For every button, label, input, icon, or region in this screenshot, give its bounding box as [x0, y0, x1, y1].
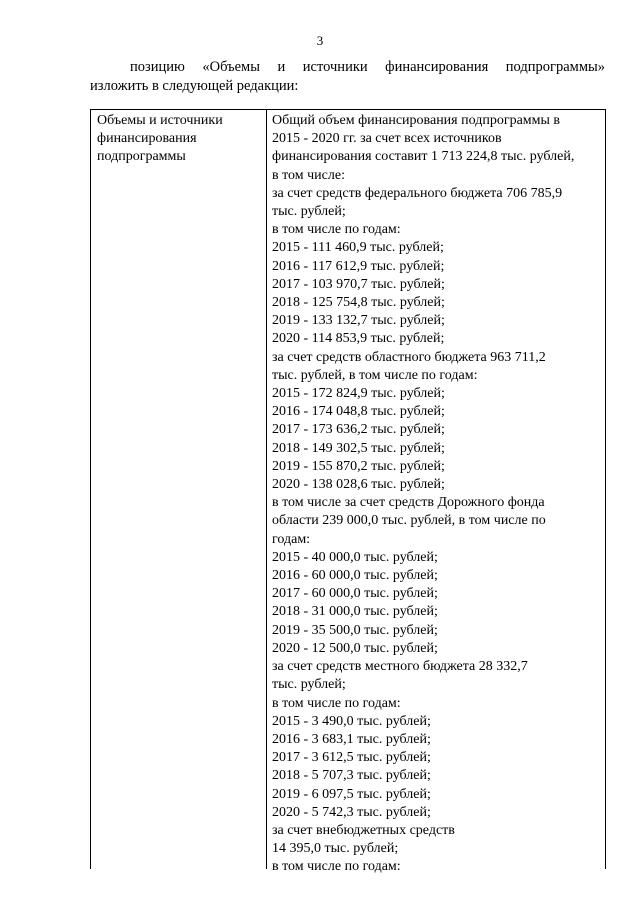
right-cell-line: в том числе по годам:: [272, 859, 401, 875]
right-cell-line: 2018 - 31 000,0 тыс. рублей;: [272, 604, 438, 620]
left-cell-line: подпрограммы: [97, 149, 186, 164]
right-cell-line: 2019 - 155 870,2 тыс. рублей;: [272, 458, 445, 474]
right-cell-line: 2020 - 12 500,0 тыс. рублей;: [272, 640, 438, 656]
right-cell-line: 2016 - 3 683,1 тыс. рублей;: [272, 731, 431, 747]
right-cell-line: 2018 - 125 754,8 тыс. рублей;: [272, 295, 445, 311]
right-cell-line: в том числе по годам:: [272, 222, 401, 238]
right-cell-line: 2015 - 40 000,0 тыс. рублей;: [272, 549, 438, 565]
right-cell-line: 2017 - 103 970,7 тыс. рублей;: [272, 276, 445, 292]
right-cell-line: в том числе:: [272, 167, 345, 183]
right-cell-line: тыс. рублей;: [272, 204, 346, 220]
page-number: 3: [316, 33, 324, 48]
left-cell-line: Объемы и источники: [97, 113, 223, 128]
right-cell-line: области 239 000,0 тыс. рублей, в том числе по: [272, 513, 546, 529]
right-cell: [272, 112, 602, 877]
left-cell-line: финансирования: [97, 131, 197, 146]
right-cell-line: финансирования составит 1 713 224,8 тыс. рублей,: [272, 149, 575, 165]
right-cell-line: 2015 - 111 460,9 тыс. рублей;: [272, 240, 444, 256]
right-cell-line: 2017 - 3 612,5 тыс. рублей;: [272, 750, 431, 766]
right-cell-line: в том числе за счет средств Дорожного фонда: [272, 495, 545, 511]
right-cell-line: за счет средств областного бюджета 963 711,2: [272, 349, 546, 365]
right-cell-line: тыс. рублей, в том числе по годам:: [272, 367, 478, 383]
intro-line-1: позицию «Объемы и источники финансирования подпрограммы»: [130, 59, 605, 75]
financing-table: [90, 109, 606, 875]
right-cell-line: 2015 - 2020 гг. за счет всех источников: [272, 131, 502, 147]
right-cell-line: за счет средств федерального бюджета 706 785,9: [272, 185, 563, 201]
right-cell-line: 2017 - 60 000,0 тыс. рублей;: [272, 586, 438, 602]
right-cell-line: 2018 - 5 707,3 тыс. рублей;: [272, 768, 431, 784]
right-cell-line: в том числе по годам:: [272, 695, 401, 711]
intro-line-2: изложить в следующей редакции:: [90, 78, 299, 94]
right-cell-line: 2019 - 133 132,7 тыс. рублей;: [272, 313, 445, 329]
right-cell-line: 2016 - 60 000,0 тыс. рублей;: [272, 568, 438, 584]
right-cell-line: 2020 - 138 028,6 тыс. рублей;: [272, 477, 445, 493]
right-cell-line: 14 395,0 тыс. рублей;: [272, 841, 399, 857]
right-cell-line: 2016 - 117 612,9 тыс. рублей;: [272, 258, 445, 274]
right-cell-line: 2020 - 114 853,9 тыс. рублей;: [272, 331, 445, 347]
right-cell-line: 2018 - 149 302,5 тыс. рублей;: [272, 440, 445, 456]
right-cell-line: Общий объем финансирования подпрограммы в: [272, 113, 561, 128]
right-cell-line: 2017 - 173 636,2 тыс. рублей;: [272, 422, 445, 438]
right-cell-line: за счет средств местного бюджета 28 332,7: [272, 659, 528, 675]
right-cell-line: годам:: [272, 531, 311, 547]
left-cell: [97, 112, 262, 166]
right-cell-line: тыс. рублей;: [272, 677, 346, 693]
right-cell-line: 2019 - 6 097,5 тыс. рублей;: [272, 786, 431, 802]
column-divider: [266, 110, 267, 869]
right-cell-line: 2020 - 5 742,3 тыс. рублей;: [272, 804, 431, 820]
right-cell-line: за счет внебюджетных средств: [272, 822, 455, 838]
right-cell-line: 2015 - 3 490,0 тыс. рублей;: [272, 713, 431, 729]
right-cell-line: 2015 - 172 824,9 тыс. рублей;: [272, 386, 445, 402]
right-cell-line: 2016 - 174 048,8 тыс. рублей;: [272, 404, 445, 420]
right-cell-line: 2019 - 35 500,0 тыс. рублей;: [272, 622, 438, 638]
